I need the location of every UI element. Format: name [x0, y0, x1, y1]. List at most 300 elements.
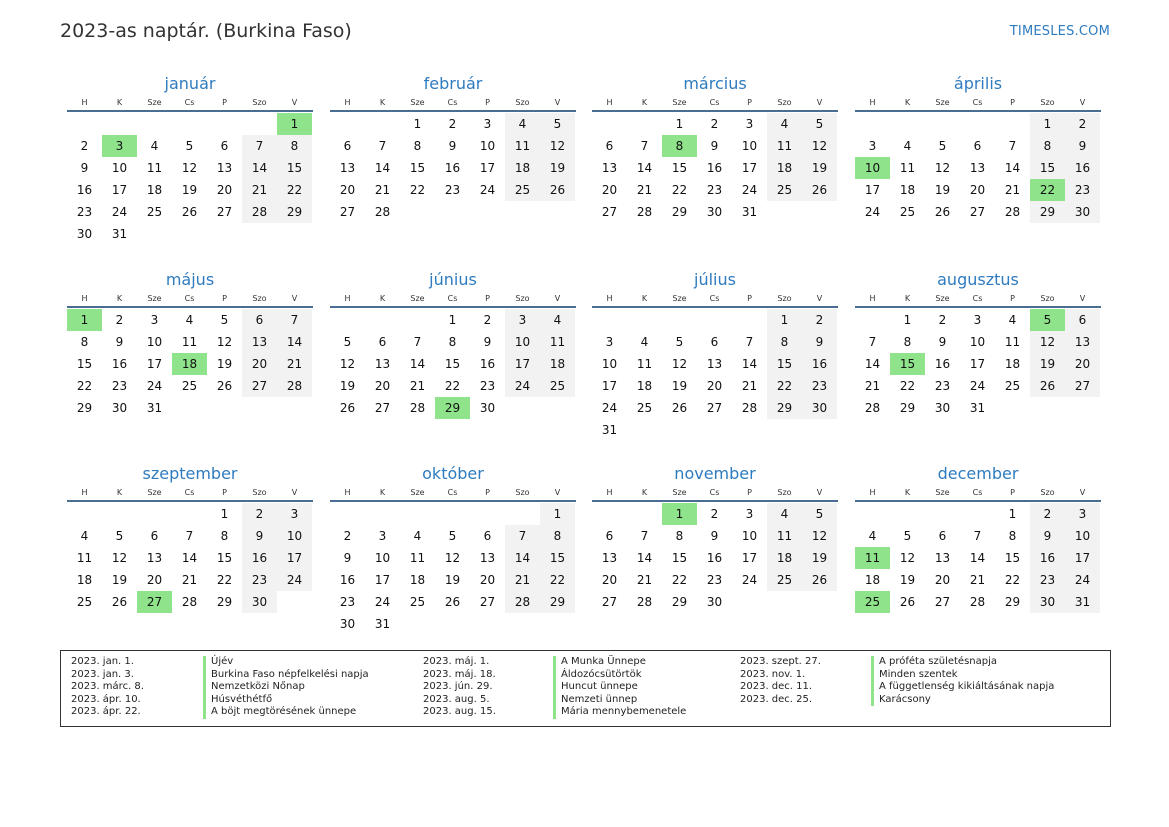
day-cell: 9 [938, 335, 947, 349]
day-cell: 29 [671, 595, 688, 609]
day-cell: 21 [636, 183, 653, 197]
day-cell: 27 [601, 205, 618, 219]
empty-cell [330, 503, 365, 525]
legend-holiday-name: Áldozócsütörtök [553, 669, 686, 682]
day-cell: 17 [741, 551, 758, 565]
day-cell: 2 [1030, 503, 1065, 525]
day-cell: 1 [903, 313, 912, 327]
weekday-label: V [816, 294, 823, 303]
weekday-label: V [1079, 294, 1086, 303]
empty-cell [67, 113, 102, 135]
day-cell: 7 [973, 529, 982, 543]
weekday-label: Szo [1040, 294, 1055, 303]
month-name: március [683, 74, 747, 93]
day-cell: 17 [505, 353, 540, 375]
day-cell: 29 [1030, 201, 1065, 223]
empty-cell [365, 113, 400, 135]
day-cell: 20 [1065, 353, 1100, 375]
day-cell: 4 [767, 113, 802, 135]
day-cell: 6 [242, 309, 277, 331]
weekday-label: K [904, 294, 911, 303]
weekday-header [330, 292, 576, 308]
day-cell: 21 [277, 353, 312, 375]
weekday-label: Szo [1040, 488, 1055, 497]
legend-date: 2023. nov. 1. [740, 668, 806, 680]
day-cell: 23 [706, 183, 723, 197]
day-cell: 9 [710, 139, 719, 153]
day-cell: 26 [671, 401, 688, 415]
weekday-header [330, 96, 576, 112]
weekday-label: Cs [972, 294, 983, 303]
day-cell: 4 [868, 529, 877, 543]
day-cell: 23 [1065, 179, 1100, 201]
day-cell: 21 [374, 183, 391, 197]
day-cell: 14 [636, 161, 653, 175]
day-cell: 10 [1065, 525, 1100, 547]
day-cell: 30 [706, 205, 723, 219]
day-cell: 29 [899, 401, 916, 415]
day-cell: 6 [1065, 309, 1100, 331]
day-grid [855, 503, 1101, 613]
weekday-label: Cs [447, 488, 458, 497]
day-cell: 2 [938, 313, 947, 327]
day-cell: 10 [741, 139, 758, 153]
holiday-day-cell: 1 [662, 503, 697, 525]
month-name: szeptember [142, 464, 238, 483]
legend-dates-col-1 [71, 656, 144, 719]
day-cell: 23 [339, 595, 356, 609]
holiday-day-cell: 3 [102, 135, 137, 157]
legend-date: 2023. dec. 25. [740, 693, 813, 705]
day-cell: 8 [413, 139, 422, 153]
day-cell: 27 [374, 401, 391, 415]
day-cell: 13 [706, 357, 723, 371]
day-grid [330, 503, 576, 635]
day-cell: 29 [767, 397, 802, 419]
holiday-day-cell: 1 [67, 309, 102, 331]
day-cell: 30 [339, 617, 356, 631]
day-cell: 18 [767, 157, 802, 179]
day-cell: 8 [675, 529, 684, 543]
day-cell: 16 [1065, 157, 1100, 179]
day-cell: 13 [374, 357, 391, 371]
day-cell: 31 [111, 227, 128, 241]
day-cell: 12 [339, 357, 356, 371]
day-cell: 26 [899, 595, 916, 609]
day-cell: 27 [479, 595, 496, 609]
day-cell: 20 [216, 183, 233, 197]
day-cell: 24 [146, 379, 163, 393]
day-cell: 6 [605, 139, 614, 153]
empty-cell [207, 113, 242, 135]
day-cell: 19 [540, 157, 575, 179]
day-cell: 12 [671, 357, 688, 371]
day-cell: 26 [216, 379, 233, 393]
weekday-label: H [81, 488, 88, 497]
day-cell: 19 [934, 183, 951, 197]
day-cell: 13 [339, 161, 356, 175]
day-cell: 21 [181, 573, 198, 587]
weekday-label: Sze [147, 98, 162, 107]
empty-cell [697, 309, 732, 331]
weekday-label: V [816, 488, 823, 497]
day-cell: 11 [409, 551, 426, 565]
day-cell: 7 [413, 335, 422, 349]
legend-dates-col-3 [740, 656, 821, 706]
day-cell: 6 [973, 139, 982, 153]
weekday-label: Szo [515, 98, 530, 107]
day-cell: 5 [938, 139, 947, 153]
empty-cell [627, 113, 662, 135]
day-cell: 13 [242, 331, 277, 353]
day-cell: 2 [483, 313, 492, 327]
day-cell: 3 [868, 139, 877, 153]
holiday-day-cell: 5 [1030, 309, 1065, 331]
day-cell: 28 [181, 595, 198, 609]
day-cell: 8 [903, 335, 912, 349]
day-cell: 29 [76, 401, 93, 415]
day-cell: 13 [934, 551, 951, 565]
weekday-label: K [379, 294, 386, 303]
day-cell: 25 [767, 569, 802, 591]
weekday-label: V [1079, 488, 1086, 497]
day-grid [330, 309, 576, 419]
day-cell: 3 [483, 117, 492, 131]
day-cell: 19 [802, 157, 837, 179]
weekday-label: H [344, 488, 351, 497]
day-cell: 22 [671, 183, 688, 197]
day-grid [592, 113, 838, 223]
day-cell: 20 [479, 573, 496, 587]
day-cell: 25 [76, 595, 93, 609]
weekday-header [67, 96, 313, 112]
day-cell: 28 [636, 205, 653, 219]
legend-holiday-name: Karácsony [871, 694, 1054, 707]
legend-date: 2023. aug. 5. [423, 693, 490, 705]
holiday-day-cell: 15 [890, 353, 925, 375]
weekday-label: P [485, 488, 490, 497]
weekday-label: Sze [410, 294, 425, 303]
day-cell: 14 [181, 551, 198, 565]
day-cell: 28 [864, 401, 881, 415]
day-cell: 13 [146, 551, 163, 565]
day-cell: 17 [146, 357, 163, 371]
day-cell: 1 [767, 309, 802, 331]
weekday-label: P [1010, 98, 1015, 107]
day-cell: 8 [220, 529, 229, 543]
day-cell: 15 [444, 357, 461, 371]
weekday-label: V [554, 294, 561, 303]
day-cell: 18 [899, 183, 916, 197]
day-cell: 29 [216, 595, 233, 609]
weekday-label: V [291, 488, 298, 497]
day-cell: 27 [969, 205, 986, 219]
day-cell: 5 [675, 335, 684, 349]
day-cell: 8 [448, 335, 457, 349]
empty-cell [890, 503, 925, 525]
day-cell: 24 [741, 573, 758, 587]
day-cell: 15 [1004, 551, 1021, 565]
legend-holiday-name: A böjt megtörésének ünnepe [203, 706, 369, 719]
month-block [67, 462, 313, 613]
day-cell: 18 [409, 573, 426, 587]
day-grid [855, 113, 1101, 223]
day-cell: 13 [1065, 331, 1100, 353]
day-cell: 3 [1065, 503, 1100, 525]
day-grid [67, 503, 313, 613]
day-cell: 27 [934, 595, 951, 609]
weekday-label: K [904, 488, 911, 497]
day-cell: 21 [242, 179, 277, 201]
holiday-day-cell: 29 [435, 397, 470, 419]
day-cell: 26 [181, 205, 198, 219]
day-cell: 11 [899, 161, 916, 175]
weekday-label: Sze [935, 294, 950, 303]
day-cell: 19 [899, 573, 916, 587]
day-cell: 2 [1065, 113, 1100, 135]
day-cell: 15 [1030, 157, 1065, 179]
weekday-header [330, 486, 576, 502]
holiday-day-cell: 8 [662, 135, 697, 157]
day-cell: 16 [1030, 547, 1065, 569]
day-cell: 6 [605, 529, 614, 543]
weekday-header [592, 486, 838, 502]
legend-date: 2023. ápr. 10. [71, 693, 141, 705]
day-cell: 15 [540, 547, 575, 569]
day-cell: 10 [969, 335, 986, 349]
weekday-label: Cs [184, 488, 195, 497]
day-cell: 13 [601, 161, 618, 175]
day-cell: 16 [706, 551, 723, 565]
empty-cell [400, 309, 435, 331]
day-cell: 20 [146, 573, 163, 587]
day-cell: 5 [903, 529, 912, 543]
day-cell: 28 [741, 401, 758, 415]
empty-cell [960, 113, 995, 135]
empty-cell [995, 113, 1030, 135]
empty-cell [592, 309, 627, 331]
empty-cell [925, 503, 960, 525]
month-block [855, 72, 1101, 223]
weekday-label: Sze [935, 488, 950, 497]
day-cell: 30 [242, 591, 277, 613]
day-cell: 20 [339, 183, 356, 197]
empty-cell [365, 503, 400, 525]
legend-date: 2023. aug. 15. [423, 706, 496, 718]
weekday-label: Szo [252, 294, 267, 303]
day-cell: 12 [802, 525, 837, 547]
weekday-header [67, 292, 313, 308]
day-cell: 29 [671, 205, 688, 219]
legend-names-col-2 [553, 656, 686, 719]
empty-cell [435, 503, 470, 525]
day-cell: 28 [636, 595, 653, 609]
month-name: február [423, 74, 483, 93]
day-cell: 12 [899, 551, 916, 565]
day-cell: 19 [181, 183, 198, 197]
empty-cell [330, 309, 365, 331]
day-cell: 31 [1065, 591, 1100, 613]
month-block [330, 72, 576, 223]
day-cell: 25 [636, 401, 653, 415]
day-cell: 10 [479, 139, 496, 153]
day-cell: 28 [409, 401, 426, 415]
legend-holiday-name: A próféta születésnapja [871, 656, 1054, 669]
day-cell: 6 [378, 335, 387, 349]
day-cell: 14 [242, 157, 277, 179]
weekday-label: Cs [709, 488, 720, 497]
legend-date: 2023. márc. 8. [71, 681, 144, 693]
legend-date: 2023. dec. 11. [740, 681, 813, 693]
weekday-label: K [904, 98, 911, 107]
day-cell: 7 [1008, 139, 1017, 153]
day-cell: 9 [1065, 135, 1100, 157]
day-cell: 7 [185, 529, 194, 543]
day-cell: 30 [1065, 201, 1100, 223]
month-block [592, 268, 838, 441]
page-title: 2023-as naptár. (Burkina Faso) [60, 20, 352, 42]
day-cell: 25 [540, 375, 575, 397]
day-cell: 31 [969, 401, 986, 415]
legend-date: 2023. jan. 3. [71, 668, 134, 680]
day-cell: 26 [802, 179, 837, 201]
day-cell: 16 [934, 357, 951, 371]
day-cell: 2 [343, 529, 352, 543]
month-block [330, 268, 576, 419]
empty-cell [365, 309, 400, 331]
day-cell: 15 [671, 551, 688, 565]
weekday-label: Szo [1040, 98, 1055, 107]
empty-cell [330, 113, 365, 135]
day-cell: 2 [115, 313, 124, 327]
day-cell: 31 [601, 423, 618, 437]
day-cell: 4 [1008, 313, 1017, 327]
day-cell: 20 [601, 183, 618, 197]
day-cell: 3 [150, 313, 159, 327]
day-cell: 6 [483, 529, 492, 543]
empty-cell [102, 503, 137, 525]
day-cell: 19 [671, 379, 688, 393]
holiday-day-cell: 11 [855, 547, 890, 569]
empty-cell [662, 309, 697, 331]
empty-cell [627, 309, 662, 331]
day-cell: 25 [505, 179, 540, 201]
day-cell: 4 [413, 529, 422, 543]
weekday-label: Szo [252, 98, 267, 107]
empty-cell [67, 503, 102, 525]
day-cell: 11 [181, 335, 198, 349]
day-cell: 17 [479, 161, 496, 175]
day-cell: 30 [1030, 591, 1065, 613]
day-cell: 1 [540, 503, 575, 525]
day-cell: 22 [1004, 573, 1021, 587]
weekday-label: Cs [447, 98, 458, 107]
day-cell: 9 [448, 139, 457, 153]
weekday-label: Sze [672, 98, 687, 107]
day-cell: 22 [216, 573, 233, 587]
day-cell: 23 [934, 379, 951, 393]
day-cell: 10 [146, 335, 163, 349]
day-cell: 25 [409, 595, 426, 609]
day-cell: 4 [903, 139, 912, 153]
day-cell: 14 [374, 161, 391, 175]
day-cell: 12 [216, 335, 233, 349]
weekday-label: Cs [972, 488, 983, 497]
day-cell: 23 [1030, 569, 1065, 591]
day-cell: 11 [636, 357, 653, 371]
day-cell: 24 [601, 401, 618, 415]
day-cell: 24 [479, 183, 496, 197]
day-cell: 3 [605, 335, 614, 349]
day-cell: 2 [448, 117, 457, 131]
day-cell: 18 [76, 573, 93, 587]
day-cell: 18 [146, 183, 163, 197]
day-cell: 28 [969, 595, 986, 609]
day-cell: 24 [1065, 569, 1100, 591]
day-cell: 23 [111, 379, 128, 393]
day-cell: 22 [899, 379, 916, 393]
weekday-label: K [379, 98, 386, 107]
day-cell: 15 [767, 353, 802, 375]
day-cell: 24 [969, 379, 986, 393]
day-cell: 2 [710, 117, 719, 131]
day-cell: 18 [1004, 357, 1021, 371]
day-cell: 22 [409, 183, 426, 197]
day-cell: 4 [640, 335, 649, 349]
day-cell: 16 [444, 161, 461, 175]
empty-cell [242, 113, 277, 135]
day-cell: 28 [242, 201, 277, 223]
day-cell: 30 [934, 401, 951, 415]
empty-cell [592, 113, 627, 135]
day-cell: 16 [706, 161, 723, 175]
day-cell: 8 [277, 135, 312, 157]
day-cell: 20 [374, 379, 391, 393]
day-cell: 6 [343, 139, 352, 153]
brand-link[interactable]: TIMESLES.COM [1009, 24, 1110, 39]
day-cell: 5 [343, 335, 352, 349]
weekday-label: H [869, 488, 876, 497]
empty-cell [172, 113, 207, 135]
month-block [67, 72, 313, 245]
day-cell: 9 [115, 335, 124, 349]
day-cell: 4 [80, 529, 89, 543]
day-cell: 22 [767, 375, 802, 397]
day-cell: 28 [277, 375, 312, 397]
empty-cell [732, 309, 767, 331]
day-grid [855, 309, 1101, 419]
month-name: november [674, 464, 756, 483]
day-cell: 2 [802, 309, 837, 331]
day-cell: 12 [540, 135, 575, 157]
weekday-label: Cs [184, 294, 195, 303]
day-cell: 25 [767, 179, 802, 201]
legend-holiday-name: Húsvéthétfő [203, 694, 369, 707]
day-cell: 27 [706, 401, 723, 415]
weekday-label: Sze [147, 488, 162, 497]
weekday-label: H [606, 98, 613, 107]
day-cell: 18 [505, 157, 540, 179]
empty-cell [400, 503, 435, 525]
day-cell: 15 [216, 551, 233, 565]
weekday-label: K [379, 488, 386, 497]
day-cell: 27 [601, 595, 618, 609]
day-cell: 1 [448, 313, 457, 327]
day-cell: 16 [111, 357, 128, 371]
empty-cell [925, 113, 960, 135]
day-cell: 1 [675, 117, 684, 131]
month-block [592, 72, 838, 223]
